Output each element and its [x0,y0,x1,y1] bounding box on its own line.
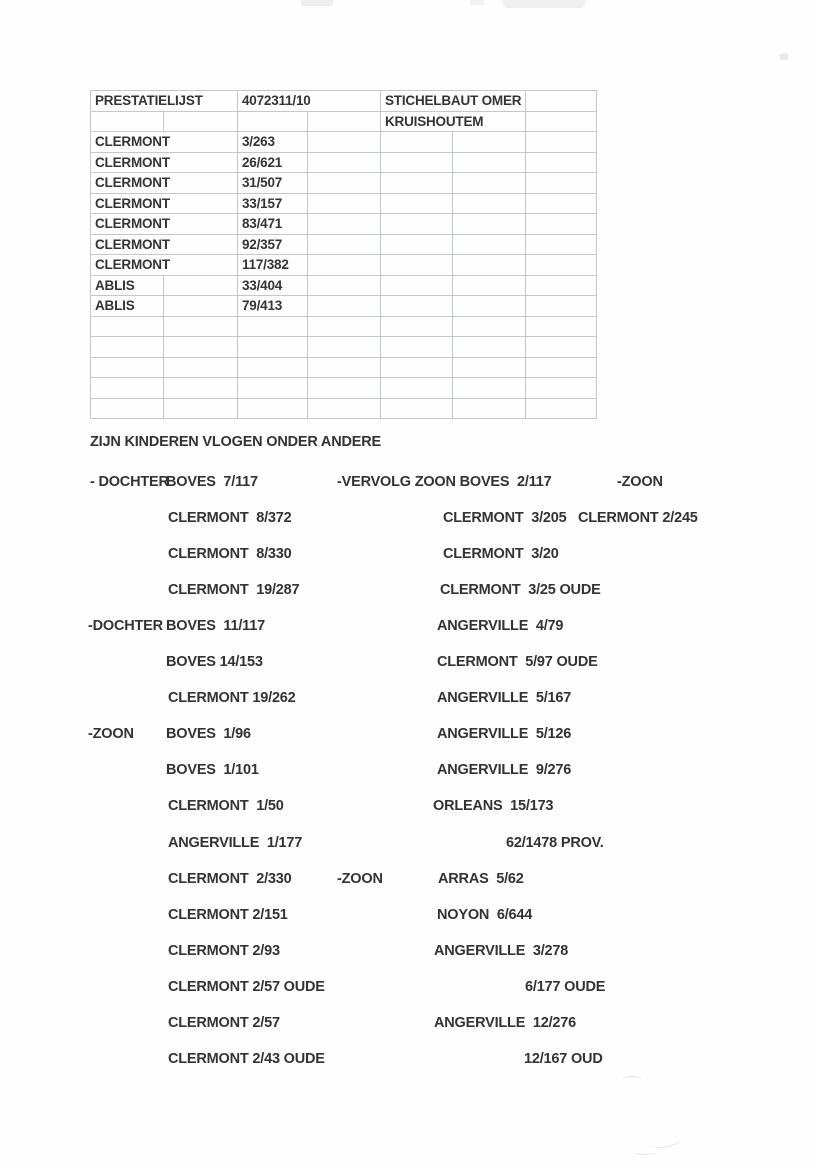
result-row [0,618,816,636]
table-cell: CLERMONT [91,214,238,235]
result-row [0,654,816,672]
table-cell: 117/382 [238,255,308,276]
table-cell: ABLIS [91,275,164,296]
result-entry: CLERMONT 1/50 [168,798,284,815]
table-cell: CLERMONT [91,132,238,153]
table-cell: 4072311/10 [238,91,381,112]
result-entry: ANGERVILLE 5/167 [437,690,572,707]
result-entry: CLERMONT 2/151 [168,906,288,923]
result-entry: CLERMONT 3/205 [443,510,567,527]
table-cell: 83/471 [238,214,308,235]
result-row [0,798,816,816]
result-entry: BOVES 1/96 [166,726,251,743]
result-entry: CLERMONT 2/245 [578,510,698,527]
result-row [0,1015,816,1033]
result-row [0,726,816,744]
result-entry: CLERMONT 19/262 [168,690,296,707]
result-row [0,1051,816,1069]
table-cell: KRUISHOUTEM [381,111,526,132]
result-entry: 6/177 OUDE [525,978,606,995]
result-entry: 62/1478 PROV. [506,834,604,851]
table-cell: PRESTATIELIJST [91,91,238,112]
result-row [0,835,816,853]
result-row [0,979,816,997]
result-row [0,690,816,708]
result-entry: ANGERVILLE 3/278 [434,942,569,959]
result-row [0,907,816,925]
result-entry: ANGERVILLE 5/126 [437,726,572,743]
table-cell: 26/621 [238,152,308,173]
table-cell: CLERMONT [91,173,238,194]
result-entry: CLERMONT 2/93 [168,942,280,959]
result-entry: ANGERVILLE 1/177 [168,834,303,851]
table-cell: CLERMONT [91,255,238,276]
table-cell: 31/507 [238,173,308,194]
result-entry: - DOCHTER [90,474,169,490]
result-entry: CLERMONT 3/20 [443,546,559,563]
result-row [0,510,816,528]
result-entry: BOVES 1/101 [166,762,259,779]
result-row [0,762,816,780]
result-entry: -ZOON [337,870,383,887]
result-row [0,546,816,564]
table-cell: 3/263 [238,132,308,153]
table-cell: CLERMONT [91,193,238,214]
table-cell: 33/157 [238,193,308,214]
result-row [0,582,816,600]
table-cell: STICHELBAUT OMER [381,91,526,112]
result-entry: ANGERVILLE 9/276 [437,762,572,779]
result-entry: ANGERVILLE 4/79 [437,618,564,635]
result-entry: -VERVOLG ZOON BOVES 2/117 [337,474,552,490]
result-entry: ANGERVILLE 12/276 [434,1014,576,1031]
result-entry: CLERMONT 3/25 OUDE [440,582,601,599]
table-cell: 33/404 [238,275,308,296]
result-entry: CLERMONT 8/330 [168,546,292,563]
result-entry: BOVES 7/117 [166,474,258,490]
result-entry: CLERMONT 2/43 OUDE [168,1050,325,1067]
table-cell: 92/357 [238,234,308,255]
result-entry: CLERMONT 19/287 [168,582,300,599]
result-entry: CLERMONT 5/97 OUDE [437,654,598,671]
result-entry: CLERMONT 2/57 OUDE [168,978,325,995]
table-cell: 79/413 [238,296,308,317]
result-entry: CLERMONT 2/330 [168,870,292,887]
result-row [0,474,816,492]
result-entry: ARRAS 5/62 [438,870,524,887]
result-entry: BOVES 14/153 [166,654,263,671]
result-entry: CLERMONT 8/372 [168,510,292,527]
table-cell: CLERMONT [91,152,238,173]
result-entry: -ZOON [617,474,663,490]
table-cell: ABLIS [91,296,164,317]
result-row [0,871,816,889]
result-entry: BOVES 11/117 [166,618,265,635]
table-cell: CLERMONT [91,234,238,255]
result-entry: ORLEANS 15/173 [433,798,554,815]
result-entry: 12/167 OUD [524,1050,603,1067]
result-entry: -DOCHTER [88,618,163,635]
result-row [0,943,816,961]
result-entry: CLERMONT 2/57 [168,1014,280,1031]
result-entry: NOYON 6/644 [437,906,533,923]
section-heading: ZIJN KINDEREN VLOGEN ONDER ANDERE [90,434,381,450]
result-entry: -ZOON [88,726,134,743]
